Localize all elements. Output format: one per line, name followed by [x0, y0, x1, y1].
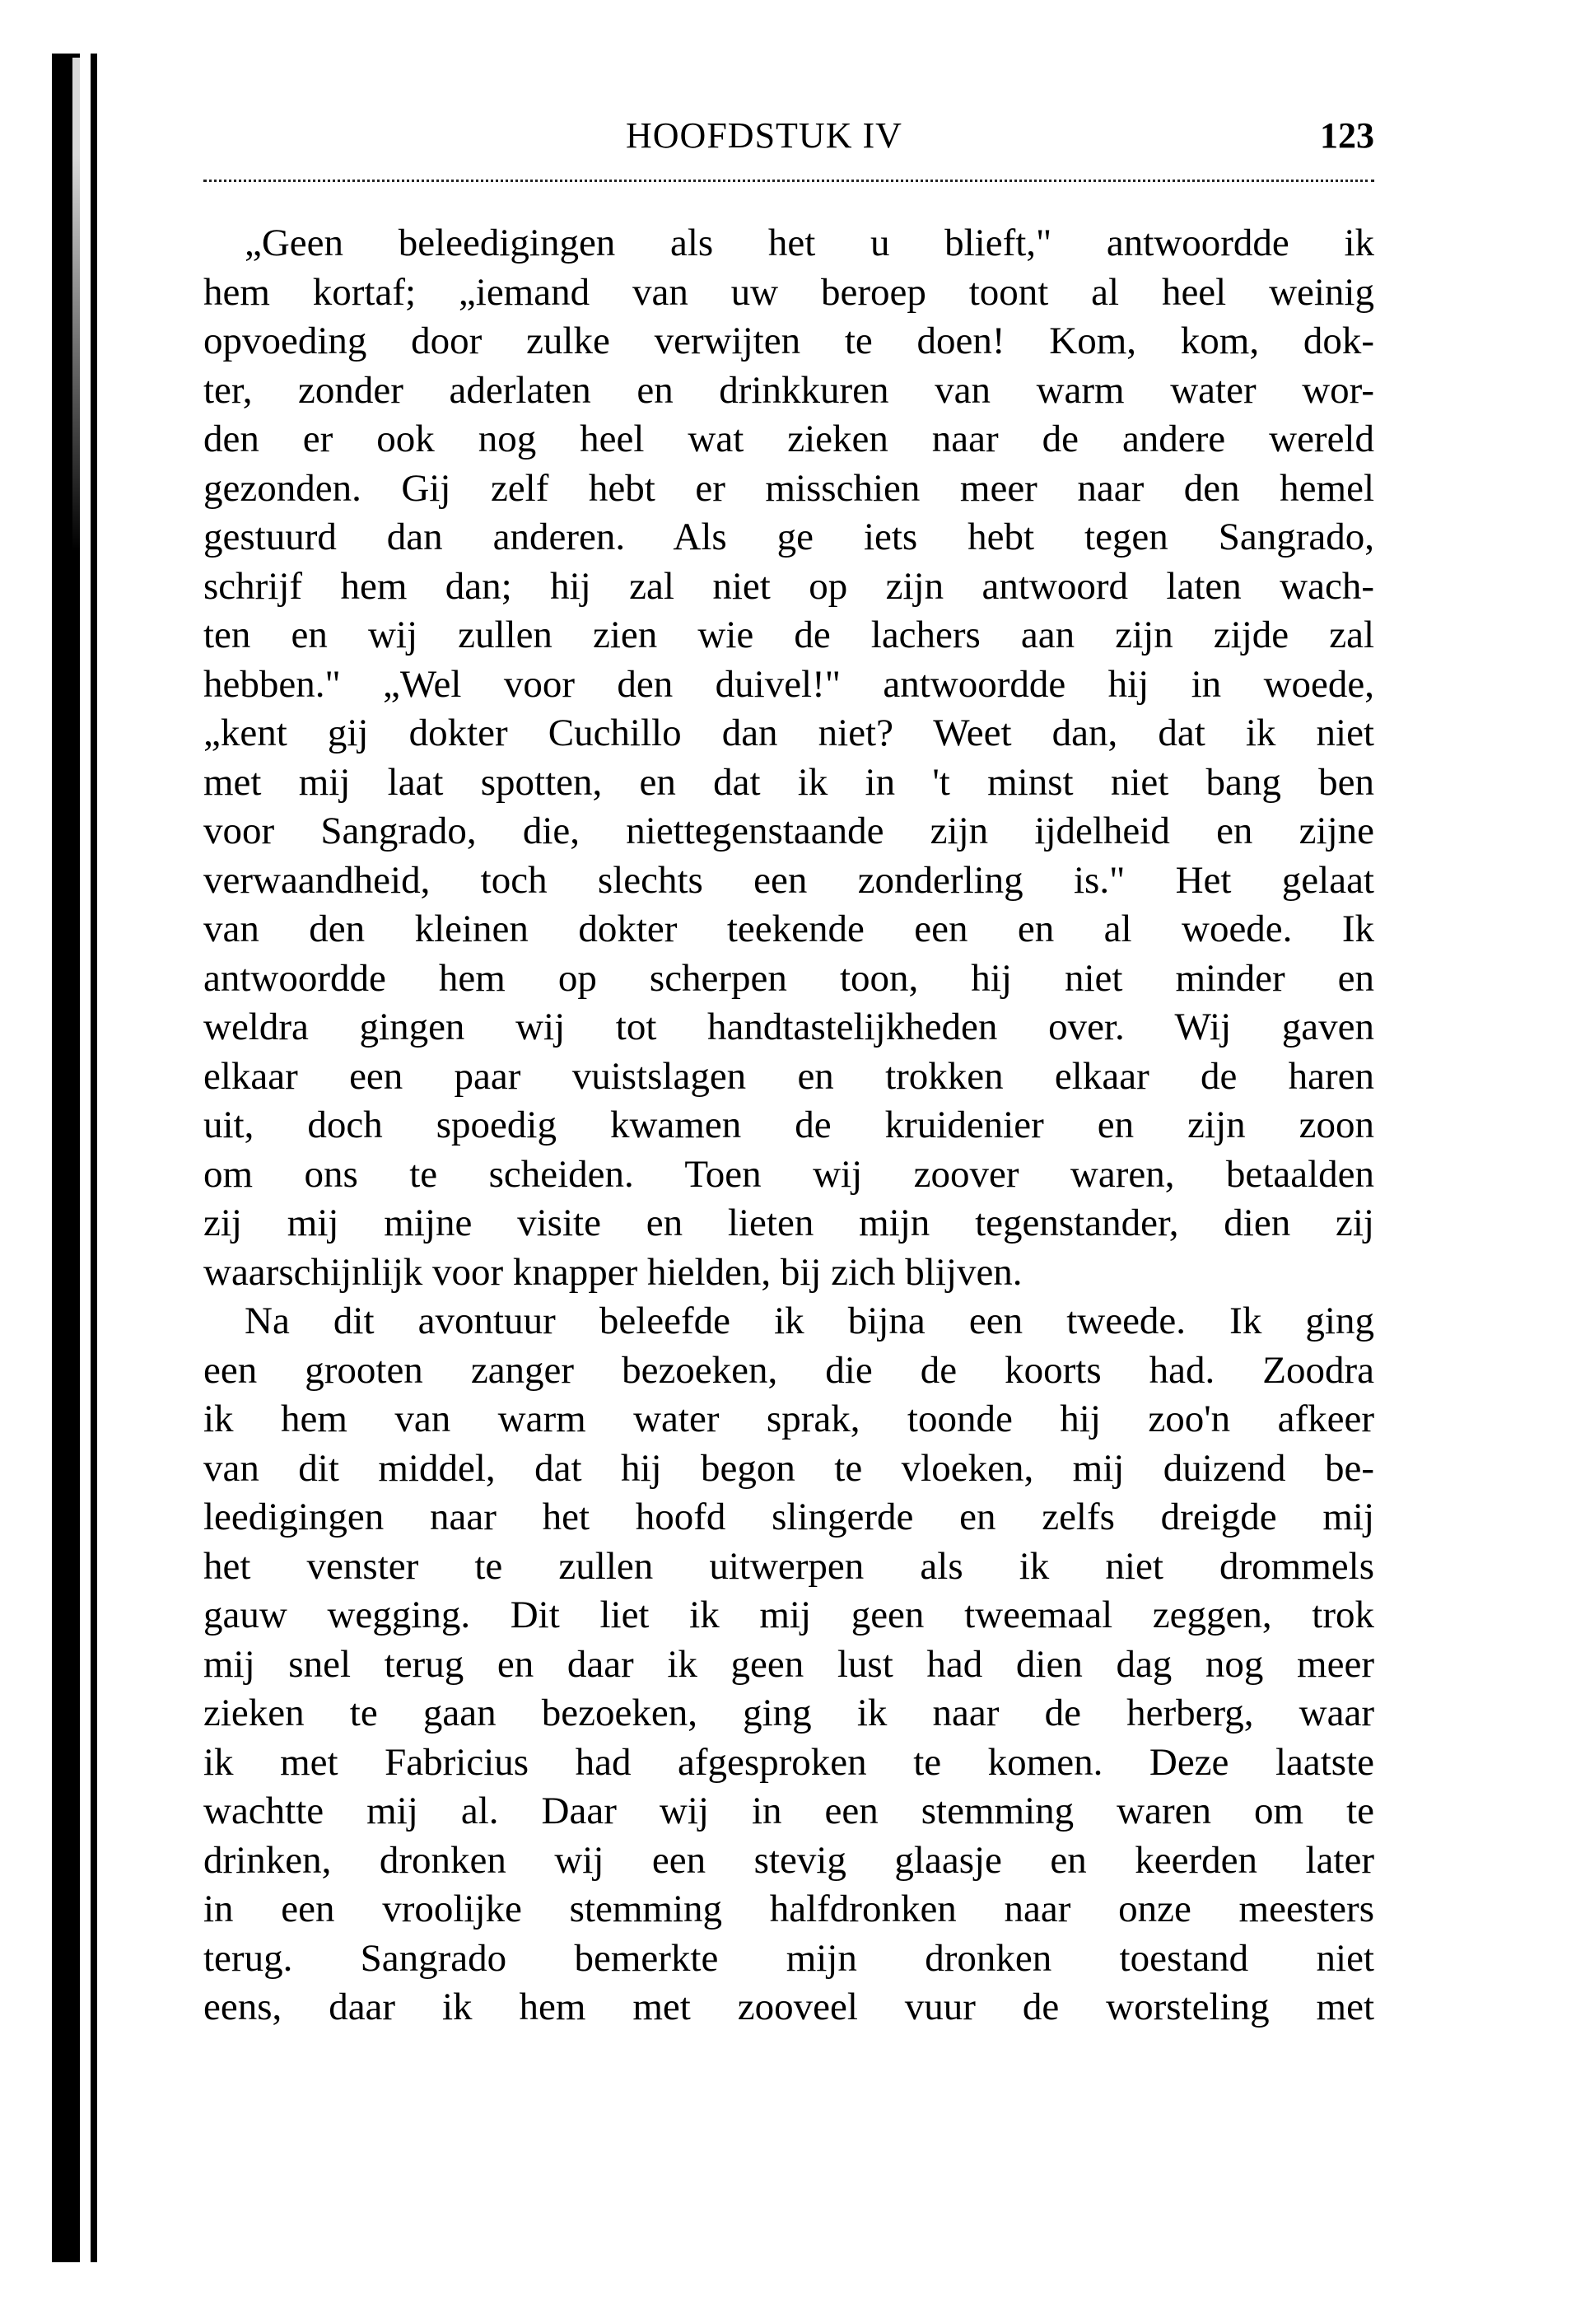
text-line: den er ook nog heel wat zieken naar de andere wereld [203, 418, 1374, 460]
binding-edge-line [91, 54, 97, 2262]
text-line: elkaar een paar vuistslagen en trokken elkaar de haren [203, 1054, 1374, 1098]
text-line: hem kortaf; „iemand van uw beroep toont al heel weinig [203, 270, 1374, 314]
text-line: wachtte mij al. Daar wij in een stemming waren om te [203, 1790, 1374, 1832]
text-line: weldra gingen wij tot handtastelijkheden over. Wij gaven [203, 1006, 1374, 1048]
text-line: opvoeding door zulke verwijten te doen! Kom, kom, dok- [203, 320, 1374, 362]
text-line: drinken, dronken wij een stevig glaasje en keerden later [203, 1838, 1374, 1882]
text-line: een grooten zanger bezoeken, die de koorts had. Zoodra [203, 1348, 1374, 1392]
text-line: ten en wij zullen zien wie de lachers aan zijn zijde zal [203, 614, 1374, 656]
chapter-running-title: HOOFDSTUK IV [626, 115, 902, 156]
text-line: terug. Sangrado bemerkte mijn dronken toestand niet [203, 1936, 1374, 1980]
running-header [203, 111, 1374, 161]
text-line: hebben." „Wel voor den duivel!" antwoordde hij in woede, [203, 662, 1374, 706]
text-line: gezonden. Gij zelf hebt er misschien meer naar den hemel [203, 466, 1374, 510]
text-line: leedigingen naar het hoofd slingerde en zelfs dreigde mij [203, 1496, 1374, 1538]
text-line: in een vroolijke stemming halfdronken naar onze meesters [203, 1888, 1374, 1930]
binding-edge-highlight [72, 58, 84, 552]
text-line: ter, zonder aderlaten en drinkkuren van warm water wor- [203, 368, 1374, 412]
text-line: van dit middel, dat hij begon te vloeken, mij duizend be- [203, 1446, 1374, 1490]
text-line: mij snel terug en daar ik geen lust had dien dag nog meer [203, 1642, 1374, 1686]
text-line: het venster te zullen uitwerpen als ik niet drommels [203, 1544, 1374, 1588]
text-line: om ons te scheiden. Toen wij zoover waren, betaalden [203, 1152, 1374, 1196]
text-line: voor Sangrado, die, niettegenstaande zijn ijdelheid en zijne [203, 810, 1374, 852]
text-line: verwaandheid, toch slechts een zonderling is." Het gelaat [203, 858, 1374, 902]
page-number: 123 [1320, 115, 1374, 156]
paragraph-1-line-1: „Geen beleedigingen als het u blieft," antwoordde ik [245, 222, 1374, 264]
text-line: eens, daar ik hem met zooveel vuur de worsteling met [203, 1986, 1374, 2028]
paragraph-2-line-1: Na dit avontuur beleefde ik bijna een tweede. Ik ging [245, 1300, 1374, 1342]
text-line: gestuurd dan anderen. Als ge iets hebt tegen Sangrado, [203, 516, 1374, 558]
text-line: uit, doch spoedig kwamen de kruidenier en zijn zoon [203, 1104, 1374, 1146]
text-line: ik met Fabricius had afgesproken te komen. Deze laatste [203, 1740, 1374, 1784]
text-line: zieken te gaan bezoeken, ging ik naar de herberg, waar [203, 1692, 1374, 1734]
text-line: gauw wegging. Dit liet ik mij geen tweemaal zeggen, trok [203, 1594, 1374, 1636]
text-line: met mij laat spotten, en dat ik in 't minst niet bang ben [203, 760, 1374, 804]
paragraph-1-last-line: waarschijnlijk voor knapper hielden, bij zich blijven. [203, 1250, 1023, 1294]
page-body-text [203, 219, 1374, 2032]
text-line: „kent gij dokter Cuchillo dan niet? Weet dan, dat ik niet [203, 712, 1374, 754]
text-line: zij mij mijne visite en lieten mijn tegenstander, dien zij [203, 1202, 1374, 1244]
text-line: antwoordde hem op scherpen toon, hij niet minder en [203, 956, 1374, 1000]
header-dotted-rule [203, 180, 1374, 182]
text-line: schrijf hem dan; hij zal niet op zijn antwoord laten wach- [203, 564, 1374, 608]
text-line: ik hem van warm water sprak, toonde hij zoo'n afkeer [203, 1398, 1374, 1440]
text-line: van den kleinen dokter teekende een en al woede. Ik [203, 908, 1374, 950]
